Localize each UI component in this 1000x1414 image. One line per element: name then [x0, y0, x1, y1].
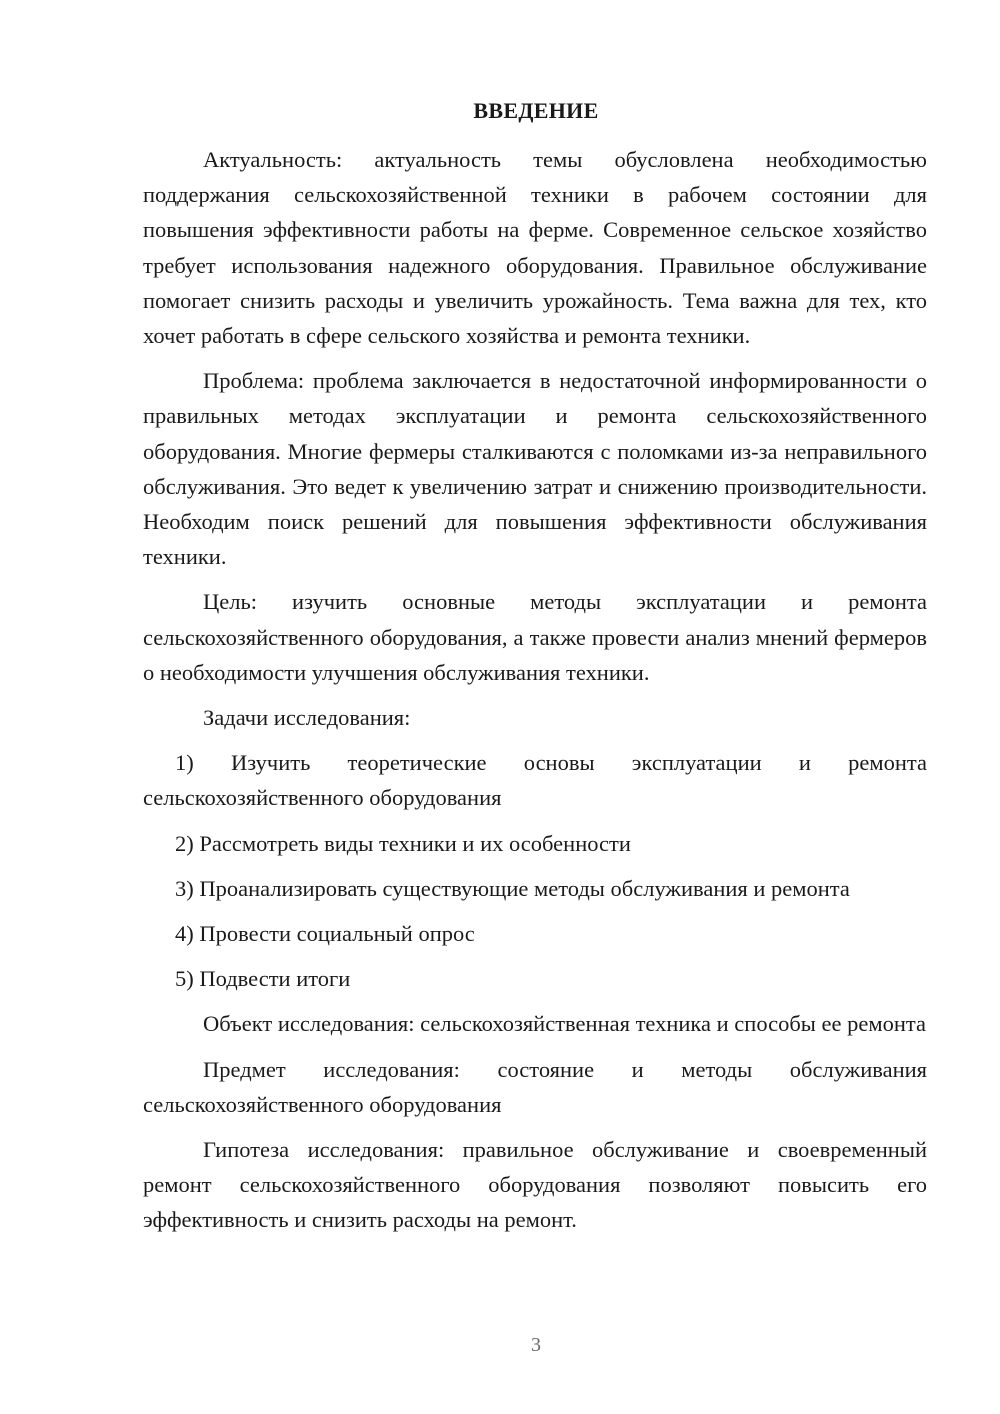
list-item: 4) Провести социальный опрос	[175, 921, 475, 947]
paragraph-hypothesis: Гипотеза исследования: правильное обслуживание и своевременный ремонт сельскохозяйственного оборудования позволяют повысить его эффективность и снизить расходы на ремонт.	[143, 1137, 927, 1233]
page-title: ВВЕДЕНИЕ	[473, 98, 599, 123]
paragraph-problem: Проблема: проблема заключается в недостаточной информированности о правильных методах эксплуатации и ремонта сельскохозяйственного оборудования. Многие фермеры сталкиваются с поломками из-за неправильного обслуживания. Это ведет к увеличению затрат и снижению производительности. Необходим поиск решений для повышения эффективности обслуживания техники.	[143, 368, 927, 570]
tasks-list	[143, 745, 927, 996]
document-body	[143, 142, 927, 1238]
tasks-heading: Задачи исследования:	[203, 705, 411, 731]
list-item: 1) Изучить теоретические основы эксплуатации и ремонта сельскохозяйственного оборудования	[143, 750, 927, 811]
list-item: 3) Проанализировать существующие методы обслуживания и ремонта	[175, 875, 850, 901]
paragraph-object: Объект исследования: сельскохозяйственная техника и способы ее ремонта	[203, 1011, 927, 1037]
page-number: 3	[531, 1334, 541, 1356]
list-item: 2) Рассмотреть виды техники и их особенности	[175, 830, 631, 856]
list-item: 5) Подвести итоги	[175, 966, 351, 992]
paragraph-relevance: Актуальность: актуальность темы обусловлена необходимостью поддержания сельскохозяйственной техники в рабочем состоянии для повышения эффективности работы на ферме. Современное сельское хозяйство требует использования надежного оборудования. Правильное обслуживание помогает снизить расходы и увеличить урожайность. Тема важна для тех, кто хочет работать в сфере сельского хозяйства и ремонта техники.	[143, 147, 927, 349]
paragraph-subject: Предмет исследования: состояние и методы обслуживания сельскохозяйственного оборудования	[143, 1056, 927, 1117]
paragraph-goal: Цель: изучить основные методы эксплуатации и ремонта сельскохозяйственного оборудования, а также провести анализ мнений фермеров о необходимости улучшения обслуживания техники.	[143, 589, 927, 685]
